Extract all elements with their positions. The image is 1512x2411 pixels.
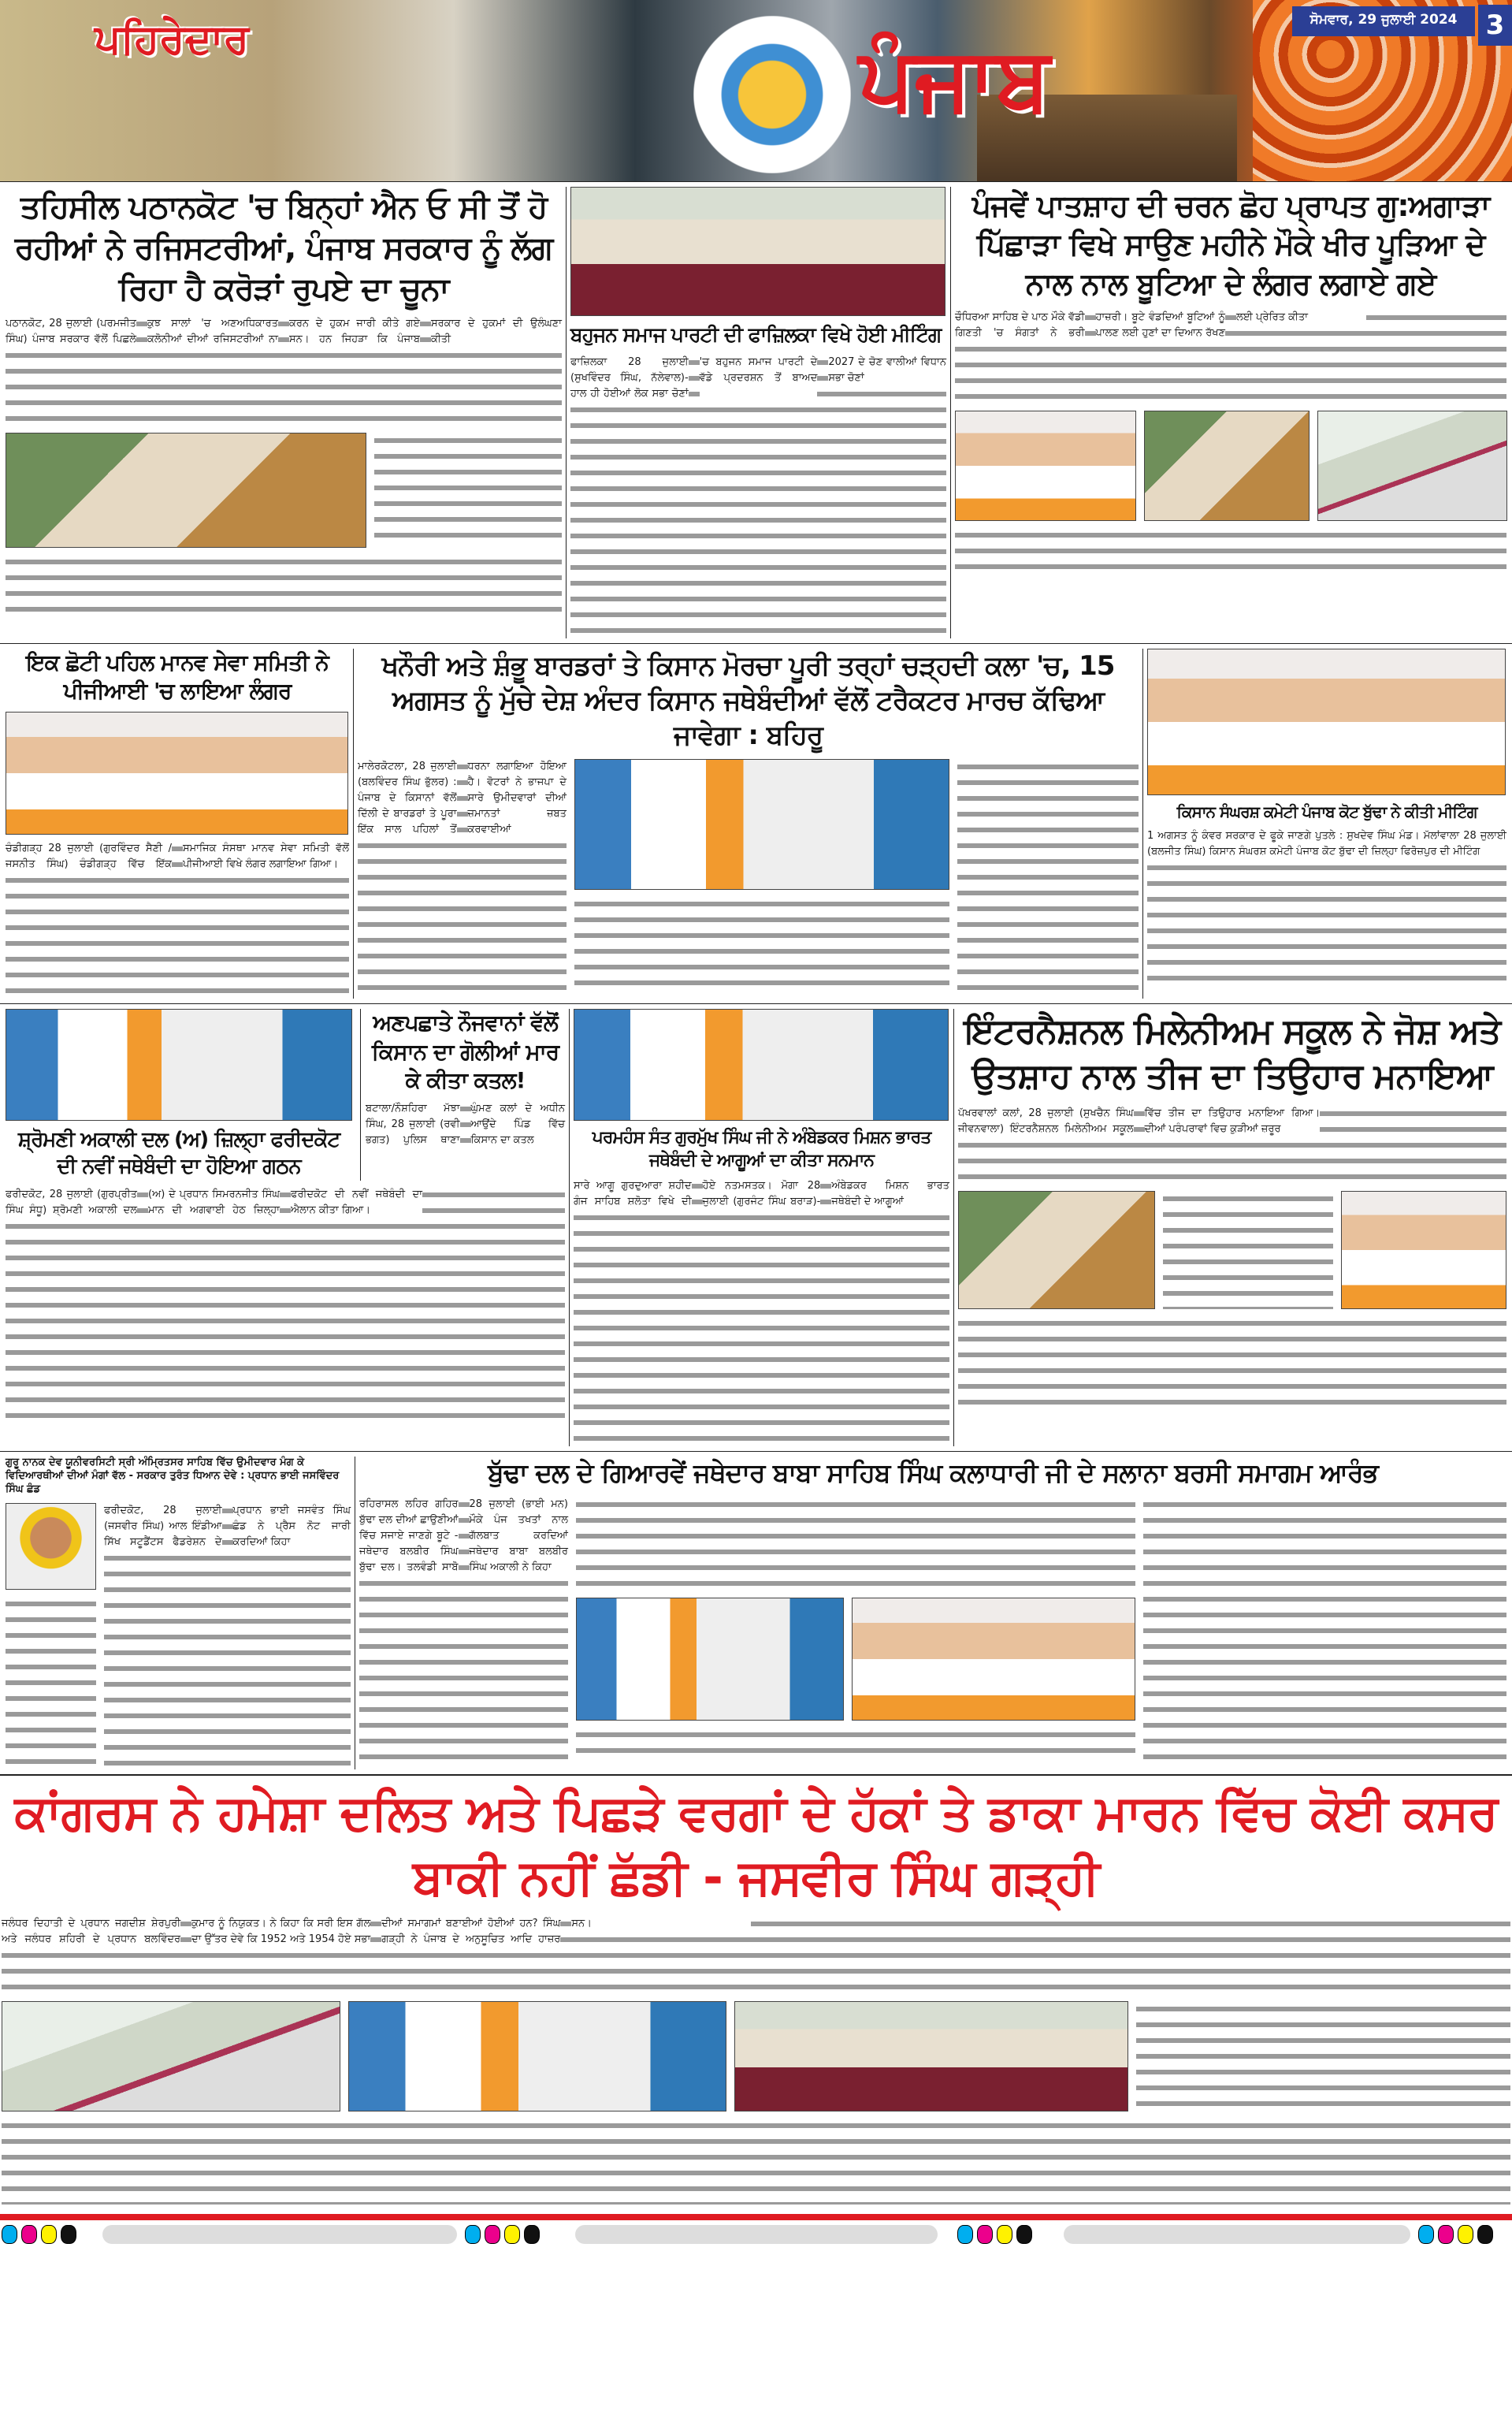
- newspaper-logo: ਪਹਿਰੇਦਾਰ: [95, 16, 249, 63]
- column: [950, 187, 1510, 638]
- article-headline: ਪਰਮਹੰਸ ਸੰਤ ਗੁਰਮੁੱਖ ਸਿੰਘ ਜੀ ਨੇ ਅੰਬੇਡਕਰ ਮਿਸ਼ਨ ਭਾਰਤ ਜਥੇਬੰਦੀ ਦੇ ਆਗੂਆਂ ਦਾ ਕੀਤਾ ਸਨਮਾਨ: [592, 1128, 931, 1170]
- registration-marks: [957, 2225, 1036, 2244]
- footer-rule: [0, 2214, 1512, 2220]
- article-text: ਬਟਾਲਾ/ਨੌਸ਼ਹਿਰਾ ਮੱਝਾ ਸਿੰਘ, 28 ਜੁਲਾਈ (ਰਵੀ ਭਗਤ) ਪੁਲਿਸ ਥਾਣਾ ਘੁੰਮਣ ਕਲਾਂ ਦੇ ਅਧੀਨ ਆਉਂਦੇ ਪਿੰਡ ਵਿੱਚ ਕਿਸਾਨ ਦਾ ਕਤਲ: [366, 1101, 565, 1148]
- article-body: [576, 1497, 1135, 1591]
- column: [569, 1009, 953, 1446]
- page-number: 3: [1478, 5, 1512, 46]
- article-columns: [6, 1009, 565, 1181]
- article-text: ਰਹਿਰਾਸਲ ਲਹਿਰ ਗਹਿਰ ਬੁੱਢਾ ਦਲ ਦੀਆਂ ਛਾਉਣੀਆਂ ਵਿੱਚ ਸਜਾਏ ਜਾਣਗੇ ਬੂਟੇ - ਜਥੇਦਾਰ ਬਲਬੀਰ ਸਿੰਘ ਬੁੱਢਾ ਦਲ। ਤਲਵੰਡੀ ਸਾਬੋ 28 ਜੁਲਾਈ (ਭਾਈ ਮਨ) ਮੌਕੇ ਪੰਜ ਤਖਤਾਂ ਨਾਲ ਗੱਲਬਾਤ ਕਰਦਿਆਂ ਜਥੇਦਾਰ ਬਾਬਾ ਬਲਬੀਰ ਸਿੰਘ ਅਕਾਲੀ ਨੇ ਕਿਹਾ: [359, 1497, 568, 1576]
- article-body: [1136, 2001, 1510, 2111]
- column: [353, 649, 1142, 999]
- article-photo: [1144, 411, 1310, 521]
- article-body: [574, 1178, 949, 1446]
- article-body: [955, 310, 1506, 404]
- column: [953, 1009, 1510, 1446]
- article-headline: ਇਕ ਛੋਟੀ ਪਹਿਲ ਮਾਨਵ ਸੇਵਾ ਸਮਿਤੀ ਨੇ ਪੀਜੀਆਈ 'ਚ ਲਾਇਆ ਲੰਗਰ: [26, 649, 329, 704]
- article-body: [576, 1727, 1135, 1758]
- article-text: ਫਾਜ਼ਿਲਕਾ 28 ਜੁਲਾਈ (ਸੁਖਵਿੰਦਰ ਸਿੰਘ, ਨੱਲੇਵਾਲ)- ਹਾਲ ਹੀ ਹੋਈਆਂ ਲੋਕ ਸਭਾ ਚੋਣਾਂ 'ਚ ਬਹੁਜਨ ਸਮਾਜ ਪਾਰਟੀ ਦੇ ਵੱਡੇ ਪ੍ਰਦਰਸ਼ਨ ਤੋਂ ਬਾਅਦ 2027 ਦੇ ਚੋਣ ਵਾਲੀਆਂ ਵਿਧਾਨ ਸਭਾ ਚੋਣਾਂ: [570, 355, 946, 402]
- article-photo: [1147, 649, 1506, 795]
- article-photo: [6, 712, 348, 835]
- column: [360, 1009, 565, 1181]
- article-headline: ਬੁੱਢਾ ਦਲ ਦੇ ਗਿਆਰਵੇਂ ਜਥੇਦਾਰ ਬਾਬਾ ਸਾਹਿਬ ਸਿੰਘ ਕਲਾਧਾਰੀ ਜੀ ਦੇ ਸਲਾਨਾ ਬਰਸੀ ਸਮਾਗਮ ਆਰੰਭ: [488, 1457, 1378, 1489]
- column: [1142, 649, 1510, 999]
- article-body: [6, 1596, 96, 1769]
- photo-row: [2, 2001, 1510, 2111]
- article-photo: [6, 433, 366, 548]
- portrait-photo: [6, 1503, 96, 1590]
- registration-marks: [465, 2225, 544, 2244]
- lead-story: [0, 1774, 1512, 2209]
- row-3: [0, 1003, 1512, 1451]
- row-1: [0, 181, 1512, 643]
- punjab-map-icon: [693, 16, 851, 173]
- article-text: ਮਾਲੇਰਕੋਟਲਾ, 28 ਜੁਲਾਈ (ਬਲਵਿੰਦਰ ਸਿੰਘ ਭੁੱਲਰ) : ਪੰਜਾਬ ਦੇ ਕਿਸਾਨਾਂ ਵੱਲੋਂ ਦਿੱਲੀ ਦੇ ਬਾਰਡਰਾਂ ਤੇ ਪੂਰਾ ਇੱਕ ਸਾਲ ਪਹਿਲਾਂ ਤੋਂ ਧਰਨਾ ਲਗਾਇਆ ਹੋਇਆ ਹੈ। ਵੋਟਰਾਂ ਨੇ ਭਾਜਪਾ ਦੇ ਸਾਰੇ ਉਮੀਦਵਾਰਾਂ ਦੀਆਂ ਜ਼ਮਾਨਤਾਂ ਜ਼ਬਤ ਕਰਵਾਈਆਂ: [358, 759, 567, 838]
- article-headline: ਤਹਿਸੀਲ ਪਠਾਨਕੋਟ 'ਚ ਬਿਨ੍ਹਾਂ ਐਨ ਓ ਸੀ ਤੋਂ ਹੋ ਰਹੀਆਂ ਨੇ ਰਜਿਸਟਰੀਆਂ, ਪੰਜਾਬ ਸਰਕਾਰ ਨੂੰ ਲੱਗ ਰਿਹਾ ਹੈ ਕਰੋੜਾਂ ਰੁਪਏ ਦਾ ਚੂਨਾ: [14, 189, 553, 307]
- column: [566, 187, 950, 638]
- article-headline: ਕਿਸਾਨ ਸੰਘਰਸ਼ ਕਮੇਟੀ ਪੰਜਾਬ ਕੋਟ ਬੁੱਢਾ ਨੇ ਕੀਤੀ ਮੀਟਿੰਗ: [1176, 802, 1477, 821]
- article-body: [2, 2118, 1510, 2205]
- footer-bar: [102, 2225, 457, 2244]
- article-body: [574, 896, 949, 991]
- article-photo: [574, 759, 949, 890]
- article-text: ਚੌਧਿਰਆ ਸਾਹਿਬ ਦੇ ਪਾਠ ਮੌਕੇ ਵੱਡੀ ਗਿਣਤੀ 'ਚ ਸੰਗਤਾਂ ਨੇ ਭਰੀ ਹਾਜ਼ਰੀ। ਬੂਟੇ ਵੰਡਦਿਆਂ ਬੂਟਿਆਂ ਨੂੰ ਪਾਲਣ ਲਈ ਹੁਣਾਂ ਦਾ ਦਿਆਨ ਰੱਖਣ ਲਈ ਪ੍ਰੇਰਿਤ ਕੀਤਾ: [955, 310, 1366, 341]
- article-headline: ਬਹੁਜਨ ਸਮਾਜ ਪਾਰਟੀ ਦੀ ਫਾਜ਼ਿਲਕਾ ਵਿਖੇ ਹੋਈ ਮੀਟਿੰਗ: [570, 323, 942, 346]
- article-photo: [348, 2001, 726, 2111]
- photo-row: [6, 433, 562, 548]
- article-body: [958, 1106, 1506, 1185]
- masthead: [0, 0, 1512, 181]
- article-body: [957, 759, 1139, 995]
- article-text: ਫਰੀਦਕੋਟ, 28 ਜੁਲਾਈ (ਗੁਰਪ੍ਰੀਤ ਸਿੰਘ ਸੰਧੂ) ਸ਼੍ਰੋਮਣੀ ਅਕਾਲੀ ਦਲ (ਅ) ਦੇ ਪ੍ਰਧਾਨ ਸਿਮਰਨਜੀਤ ਸਿੰਘ ਮਾਨ ਦੀ ਅਗਵਾਈ ਹੇਠ ਜ਼ਿਲ੍ਹਾ ਫਰੀਦਕੋਟ ਦੀ ਨਵੀਂ ਜਥੇਬੰਦੀ ਦਾ ਐਲਾਨ ਕੀਤਾ ਗਿਆ।: [6, 1187, 422, 1219]
- article-headline: ਗੁਰੂ ਨਾਨਕ ਦੇਵ ਯੂਨੀਵਰਸਿਟੀ ਸ੍ਰੀ ਅੰਮ੍ਰਿਤਸਰ ਸਾਹਿਬ ਵਿੱਚ ਉਮੀਦਵਾਰ ਮੰਗ ਕੇ ਵਿਦਿਆਰਥੀਆਂ ਦੀਆਂ ਮੰਗਾਂ ਵੱਲ - ਸਰਕਾਰ ਤੁਰੰਤ ਧਿਆਨ ਦੇਵੇ : ਪ੍ਰਧਾਨ ਭਾਈ ਜਸਵਿੰਦਰ ਸਿੰਘ ਛੰਡ: [6, 1457, 340, 1496]
- article-photo: [570, 187, 945, 316]
- article-photo: [1341, 1191, 1506, 1309]
- article-body: [366, 1101, 565, 1148]
- article-photo: [574, 1009, 949, 1121]
- column: [6, 1009, 352, 1181]
- article-body: [2, 1916, 1510, 1995]
- article-body: [570, 355, 946, 638]
- registration-marks: [1418, 2225, 1497, 2244]
- photo-row: [955, 411, 1506, 521]
- column: [2, 187, 566, 638]
- article-body: [955, 527, 1506, 575]
- article-body: [358, 759, 567, 995]
- article-columns: [358, 759, 1139, 995]
- article-columns: [6, 1503, 351, 1769]
- article-headline: ਖਨੌਰੀ ਅਤੇ ਸ਼ੰਭੂ ਬਾਰਡਰਾਂ ਤੇ ਕਿਸਾਨ ਮੋਰਚਾ ਪੂਰੀ ਤਰ੍ਹਾਂ ਚੜ੍ਹਦੀ ਕਲਾ 'ਚ, 15 ਅਗਸਤ ਨੂੰ ਮੁੱਚੇ ਦੇਸ਼ ਅੰਦਰ ਕਿਸਾਨ ਜਥੇਬੰਦੀਆਂ ਵੱਲੋਂ ਟਰੈਕਟਰ ਮਾਰਚ ਕੱਢਿਆ ਜਾਵੇਗਾ : ਬਹਿਰੂ: [381, 649, 1115, 751]
- article-body: [1147, 828, 1506, 986]
- section-title: ਪੰਜਾਬ: [859, 28, 1050, 129]
- article-headline: ਸ਼੍ਰੋਮਣੀ ਅਕਾਲੀ ਦਲ (ਅ) ਜ਼ਿਲ੍ਹਾ ਫਰੀਦਕੋਟ ਦੀ ਨਵੀਂ ਜਥੇਬੰਦੀ ਦਾ ਹੋਇਆ ਗਠਨ: [17, 1128, 340, 1179]
- article-photo: [576, 1598, 844, 1721]
- article-body: [6, 1187, 565, 1423]
- footer-bar: [1064, 2225, 1410, 2244]
- article-photo: [2, 2001, 340, 2111]
- article-text: ਫਰੀਦਕੋਟ, 28 ਜੁਲਾਈ (ਜਸਵੀਰ ਸਿੰਘ) ਆਲ ਇੰਡੀਆ ਸਿੱਖ ਸਟੂਡੈਂਟਸ ਫੈਡਰੇਸ਼ਨ ਦੇ ਪ੍ਰਧਾਨ ਭਾਈ ਜਸਵੰਤ ਸਿੰਘ ਛੰਡ ਨੇ ਪ੍ਰੈਸ ਨੋਟ ਜਾਰੀ ਕਰਦਿਆਂ ਕਿਹਾ: [104, 1503, 351, 1550]
- article-photo: [958, 1191, 1155, 1309]
- column: [2, 1457, 355, 1769]
- issue-date: ਸੋਮਵਾਰ, 29 ਜੁਲਾਈ 2024: [1292, 6, 1475, 36]
- article-text: ਸਾਰੇ ਆਗੂ ਗੁਰਦੁਆਰਾ ਸ਼ਹੀਦ ਗੰਜ ਸਾਹਿਬ ਸ਼ਲੋਤਾ ਵਿਖੇ ਦੀ ਹੋਏ ਨਤਮਸਤਕ। ਮੋਗਾ 28 ਜੁਲਾਈ (ਗੁਰਜੰਟ ਸਿੰਘ ਬਰਾੜ)- ਅੰਬੇਡਕਰ ਮਿਸ਼ਨ ਭਾਰਤ ਜਥੇਬੰਦੀ ਦੇ ਆਗੂਆਂ: [574, 1178, 949, 1210]
- column: [574, 759, 949, 995]
- column: [6, 1503, 96, 1769]
- article-body: [104, 1503, 351, 1769]
- article-text: ਚੰਡੀਗੜ੍ਹ 28 ਜੁਲਾਈ (ਗੁਰਵਿੰਦਰ ਸੈਣੀ / ਜਸਨੀਤ ਸਿੰਘ) ਚੰਡੀਗੜ੍ਹ ਵਿੱਚ ਇੱਕ ਸਮਾਜਿਕ ਸੰਸਥਾ ਮਾਨਵ ਸੇਵਾ ਸਮਿਤੀ ਵੱਲੋਂ ਪੀਜੀਆਈ ਵਿਖੇ ਲੰਗਰ ਲਗਾਇਆ ਗਿਆ।: [6, 841, 349, 872]
- photo-row: [576, 1598, 1135, 1721]
- row-4: [0, 1451, 1512, 1774]
- article-body: [1143, 1497, 1506, 1765]
- column: [355, 1457, 1510, 1769]
- page-footer: [0, 2214, 1512, 2249]
- article-headline: ਇੰਟਰਨੈਸ਼ਨਲ ਮਿਲੇਨੀਅਮ ਸਕੂਲ ਨੇ ਜੋਸ਼ ਅਤੇ ਉਤਸ਼ਾਹ ਨਾਲ ਤੀਜ ਦਾ ਤਿਉਹਾਰ ਮਨਾਇਆ: [964, 1011, 1501, 1097]
- photo-row: [958, 1191, 1506, 1309]
- article-photo: [734, 2001, 1128, 2111]
- article-body: [359, 1497, 568, 1765]
- column: [2, 649, 353, 999]
- article-headline: ਅਣਪਛਾਤੇ ਨੌਜਵਾਨਾਂ ਵੱਲੋਂ ਕਿਸਾਨ ਦਾ ਗੋਲੀਆਂ ਮਾਰ ਕੇ ਕੀਤਾ ਕਤਲ!: [371, 1010, 559, 1094]
- footer-bar: [575, 2225, 938, 2244]
- article-headline: ਪੰਜਵੇਂ ਪਾਤਸ਼ਾਹ ਦੀ ਚਰਨ ਛੋਹ ਪ੍ਰਾਪਤ ਗੁ:ਅਗਾੜਾ ਪਿੱਛਾੜਾ ਵਿਖੇ ਸਾਉਣ ਮਹੀਨੇ ਮੌਕੇ ਖੀਰ ਪੂੜਿਆ ਦੇ ਨਾਲ ਨਾਲ ਬੂਟਿਆ ਦੇ ਲੰਗਰ ਲਗਾਏ ਗਏ: [971, 188, 1490, 301]
- article-photo: [852, 1598, 1135, 1721]
- lead-headline: ਕਾਂਗਰਸ ਨੇ ਹਮੇਸ਼ਾ ਦਲਿਤ ਅਤੇ ਪਿਛੜੇ ਵਰਗਾਂ ਦੇ ਹੱਕਾਂ ਤੇ ਡਾਕਾ ਮਾਰਨ ਵਿੱਚ ਕੋਈ ਕਸਰ ਬਾਕੀ ਨਹੀਂ ਛੱਡੀ - ਜਸਵੀਰ ਸਿੰਘ ਗੜ੍ਹੀ: [14, 1784, 1498, 1907]
- article-photo: [955, 411, 1136, 521]
- article-body: [6, 841, 349, 999]
- article-text: ਜਲੰਧਰ ਦਿਹਾਤੀ ਦੇ ਪ੍ਰਧਾਨ ਜਗਦੀਸ਼ ਸ਼ੇਰਪੁਰੀ ਅਤੇ ਜਲੰਧਰ ਸ਼ਹਿਰੀ ਦੇ ਪ੍ਰਧਾਨ ਬਲਵਿੰਦਰ ਕੁਮਾਰ ਨੂੰ ਨਿਯੁਕਤ। ਨੇ ਕਿਹਾ ਕਿ ਸਰੀ ਇਸ ਗੱਲ ਦਾ ਉੱਤਰ ਦੇਵੇ ਕਿ 1952 ਅਤੇ 1954 ਹੋਏ ਸਭਾ ਦੀਆਂ ਸਮਾਗਮਾਂ ਬਣਾਈਆਂ ਹੋਈਆਂ ਹਨ? ਸਿੰਘ ਗੜ੍ਹੀ ਨੇ ਪੰਜਾਬ ਦੇ ਅਨੁਸੂਚਿਤ ਆਦਿ ਹਾਜ਼ਰ ਸਨ।: [2, 1916, 751, 1948]
- article-body: [6, 316, 562, 426]
- article-body: [1163, 1191, 1333, 1309]
- article-text: ਪੱਖਰਵਾਲਾਂ ਕਲਾਂ, 28 ਜੁਲਾਈ (ਸੁਖਚੈਨ ਸਿੰਘ ਜੀਵਨਵਾਲਾ) ਇੰਟਰਨੈਸ਼ਨਲ ਮਿਲੇਨੀਅਮ ਸਕੂਲ ਵਿੱਚ ਤੀਜ ਦਾ ਤਿਉਹਾਰ ਮਨਾਇਆ ਗਿਆ। ਦੀਆਂ ਪਰੰਪਰਾਵਾਂ ਵਿਚ ਕੁੜੀਆਂ ਜ਼ਰੂਰ: [958, 1106, 1320, 1137]
- article-columns: [359, 1497, 1506, 1765]
- article-text: 1 ਅਗਸਤ ਨੂੰ ਕੰਵਰ ਸਰਕਾਰ ਦੇ ਫੂਕੇ ਜਾਣਗੇ ਪੁਤਲੇ : ਸੁਖਦੇਵ ਸਿੰਘ ਮੰਡ। ਮੱਲਾਂਵਾਲਾ 28 ਜੁਲਾਈ (ਬਲਜੀਤ ਸਿੰਘ) ਕਿਸਾਨ ਸੰਘਰਸ਼ ਕਮੇਟੀ ਪੰਜਾਬ ਕੋਟ ਬੁੱਢਾ ਦੀ ਜ਼ਿਲ੍ਹਾ ਫਿਰੋਜ਼ਪੁਰ ਦੀ ਮੀਟਿੰਗ: [1147, 828, 1506, 860]
- row-2: [0, 643, 1512, 1004]
- registration-marks: [2, 2225, 80, 2244]
- article-body: [374, 433, 562, 548]
- column: [2, 1009, 569, 1446]
- article-text: ਪਠਾਨਕੋਟ, 28 ਜੁਲਾਈ (ਪਰਮਜੀਤ ਸਿੰਘ) ਪੰਜਾਬ ਸਰਕਾਰ ਵੱਲੋਂ ਪਿਛਲੇ ਕੁਝ ਸਾਲਾਂ 'ਚ ਅਣਅਧਿਕਾਰਤ ਕਲੋਨੀਆਂ ਦੀਆਂ ਰਜਿਸਟਰੀਆਂ ਨਾ ਕਰਨ ਦੇ ਹੁਕਮ ਜਾਰੀ ਕੀਤੇ ਗਏ ਸਨ। ਹਨ ਜਿਹੜਾ ਕਿ ਪੰਜਾਬ ਸਰਕਾਰ ਦੇ ਹੁਕਮਾਂ ਦੀ ਉਲੰਘਣਾ ਕੀਤੀ: [6, 316, 562, 348]
- article-photo: [6, 1009, 352, 1121]
- article-photo: [1317, 411, 1507, 521]
- article-body: [958, 1315, 1506, 1410]
- article-body: [6, 554, 562, 617]
- column: [576, 1497, 1135, 1765]
